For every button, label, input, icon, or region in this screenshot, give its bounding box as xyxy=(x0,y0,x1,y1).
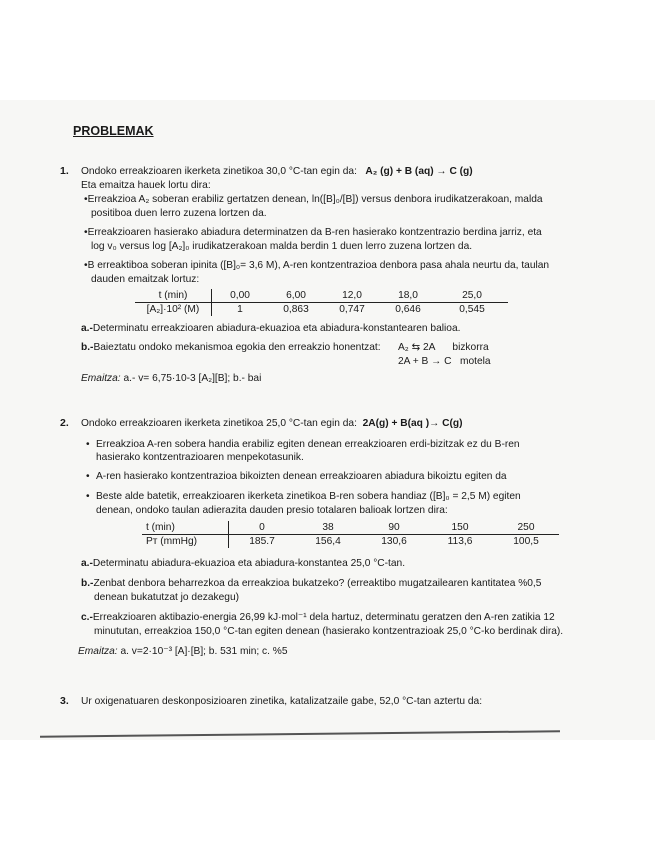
problem-2-data-table xyxy=(142,521,559,548)
table-cell: 0 xyxy=(229,521,296,535)
table-cell: 1 xyxy=(237,304,243,315)
table-header-cell: t (min) xyxy=(142,521,229,535)
problem-2-number: 2. xyxy=(60,417,69,429)
problem-1-number: 1. xyxy=(60,165,69,177)
table-cell: 0,747 xyxy=(339,304,365,315)
problem-1-question-a xyxy=(81,322,460,335)
table-cell: 0,646 xyxy=(395,304,421,315)
problem-1-bullet-1-line-2: positiboa duen lerro zuzena lortzen da. xyxy=(91,208,267,219)
table-cell: 250 xyxy=(493,521,559,535)
problem-1-intro xyxy=(81,165,473,178)
problem-2-question-c-line-1 xyxy=(81,611,555,624)
problem-2-question-b-line-1 xyxy=(81,577,541,590)
problem-2-question-c-line-2: minututan, erreakzioa 150,0 °C-tan egiten denean (hasierako kontzentrazioak 25,0 °C-ko berdinak dira). xyxy=(94,626,564,637)
table-row xyxy=(135,303,508,317)
problem-2-answer xyxy=(78,645,288,658)
problem-1-intro-b: Eta emaitza hauek lortu dira: xyxy=(81,180,211,191)
question-text: Determinatu erreakzioaren abiadura-ekuazioa eta abiadura-konstantearen balioa. xyxy=(92,323,461,334)
table-cell: 90 xyxy=(361,521,427,535)
table-cell: 18,0 xyxy=(380,289,436,303)
problem-1-bullet-3-line-1: •B erreaktiboa soberan ipinita ([B]₀= 3,6 M), A-ren kontzentrazioa denbora pasa ahala neurtu da, taulan xyxy=(84,260,550,271)
problem-2-bullet-3-line-2: denean, ondoko taulan adierazita dauden presio totalaren balioak lortzen dira: xyxy=(96,505,448,516)
problem-1-bullet-2-line-1: •Erreakzioaren hasierako abiadura determinatzen da B-ren hasierako kontzentrazio berdina jarriz, eta xyxy=(84,227,542,238)
mechanism-equation: 2A + B → C xyxy=(398,356,452,367)
question-text: Zenbat denbora beharrezkoa da erreakzioa bukatzeko? (erreaktibo mugatzailearen kantitatea %0,5 xyxy=(93,578,542,589)
problem-2-bullet-2: A-ren hasierako kontzentrazioa bikoizten denean erreakzioaren abiadura bikoiztu egiten da xyxy=(96,471,507,482)
question-label: c.- xyxy=(81,612,93,623)
problem-1-answer xyxy=(81,372,261,385)
mechanism-equation: A₂ ⇆ 2A xyxy=(398,342,436,353)
mechanism-step-2 xyxy=(398,355,491,368)
table-header-cell: [A₂]·10² (M) xyxy=(135,303,212,317)
table-cell: 0,863 xyxy=(283,304,309,315)
problem-1-data-table xyxy=(135,289,508,316)
question-label: a.- xyxy=(81,558,93,569)
table-cell: 150 xyxy=(427,521,493,535)
problem-2-intro-text: Ondoko erreakzioaren ikerketa zinetikoa 25,0 °C-tan egin da: xyxy=(81,418,357,429)
problem-1-bullet-1-line-1: •Erreakzioa A₂ soberan erabiliz gertatzen denean, ln([B]₀/[B]) versus denbora irudikatzerakoan, malda xyxy=(84,194,543,205)
table-row xyxy=(135,289,508,303)
problem-1-bullet-3-line-2: dauden emaitzak lortuz: xyxy=(91,274,200,285)
table-cell: 130,6 xyxy=(381,536,407,547)
bullet-dot: • xyxy=(86,491,90,502)
table-cell: 6,00 xyxy=(268,289,324,303)
table-cell: 12,0 xyxy=(324,289,380,303)
question-label: a.- xyxy=(81,323,93,334)
answer-label: Emaitza: xyxy=(81,373,121,384)
problem-1-intro-text: Ondoko erreakzioaren ikerketa zinetikoa 30,0 °C-tan egin da: xyxy=(81,166,357,177)
question-label: b.- xyxy=(81,342,94,353)
question-text: Baieztatu ondoko mekanismoa egokia den erreakzio honentzat: xyxy=(93,342,381,353)
mechanism-note: motela xyxy=(460,356,491,367)
problem-2-question-a xyxy=(81,557,405,570)
question-text: Erreakzioaren aktibazio-energia 26,99 kJ·mol⁻¹ dela hartuz, determinatu geratzen den A-ren zatikia 12 xyxy=(92,612,555,623)
problem-2-intro xyxy=(81,417,462,430)
table-cell: 0,00 xyxy=(212,289,269,303)
question-label: b.- xyxy=(81,578,94,589)
mechanism-note: bizkorra xyxy=(452,342,489,353)
bullet-dot: • xyxy=(86,439,90,450)
problem-2-bullet-3-line-1: Beste alde batetik, erreakzioaren ikerketa zinetikoa B-ren sobera handiaz ([B]₀ = 2,5 M) egiten xyxy=(96,491,521,502)
answer-label: Emaitza: xyxy=(78,646,118,657)
problem-2-bullet-1-line-2: hasierako kontzentrazioaren menpekotasunik. xyxy=(96,452,304,463)
table-cell: 156,4 xyxy=(315,536,341,547)
problem-2-question-b-line-2: denean bukatutzat jo dezakegu) xyxy=(94,592,239,603)
problem-3-number: 3. xyxy=(60,695,69,707)
answer-text: a.- v= 6,75·10-3 [A₂][B]; b.- bai xyxy=(123,373,262,384)
answer-text: a. v=2·10⁻³ [A]·[B]; b. 531 min; c. %5 xyxy=(120,646,288,657)
table-cell: 0,545 xyxy=(459,304,485,315)
question-text: Determinatu abiadura-ekuazioa eta abiadura-konstantea 25,0 °C-tan. xyxy=(92,558,406,569)
table-cell: 185.7 xyxy=(249,536,275,547)
table-row xyxy=(142,535,559,549)
table-cell: 100,5 xyxy=(513,536,539,547)
problem-1-reaction: A₂ (g) + B (aq) → C (g) xyxy=(365,166,473,177)
table-header-cell: t (min) xyxy=(135,289,212,303)
problem-2-reaction: 2A(g) + B(aq )→ C(g) xyxy=(362,418,463,429)
table-cell: 113,6 xyxy=(447,536,473,547)
table-cell: 25,0 xyxy=(436,289,508,303)
problem-1-question-b xyxy=(81,341,381,354)
problem-2-bullet-1-line-1: Erreakzioa A-ren sobera handia erabiliz egiten denean erreakzioaren erdi-bizitzak ez du B-ren xyxy=(96,439,520,450)
table-header-cell: Pᴛ (mmHg) xyxy=(142,535,229,549)
table-row xyxy=(142,521,559,535)
mechanism-step-1 xyxy=(398,341,489,354)
page-title: PROBLEMAK xyxy=(73,124,154,138)
problem-1-bullet-2-line-2: log v₀ versus log [A₂]₀ irudikatzerakoan malda berdin 1 duen lerro zuzena lortzen da. xyxy=(91,241,473,252)
problem-3-text: Ur oxigenatuaren deskonposizioaren zinetika, katalizatzaile gabe, 52,0 °C-tan aztertu da: xyxy=(81,696,483,707)
bullet-dot: • xyxy=(86,471,90,482)
table-cell: 38 xyxy=(295,521,361,535)
